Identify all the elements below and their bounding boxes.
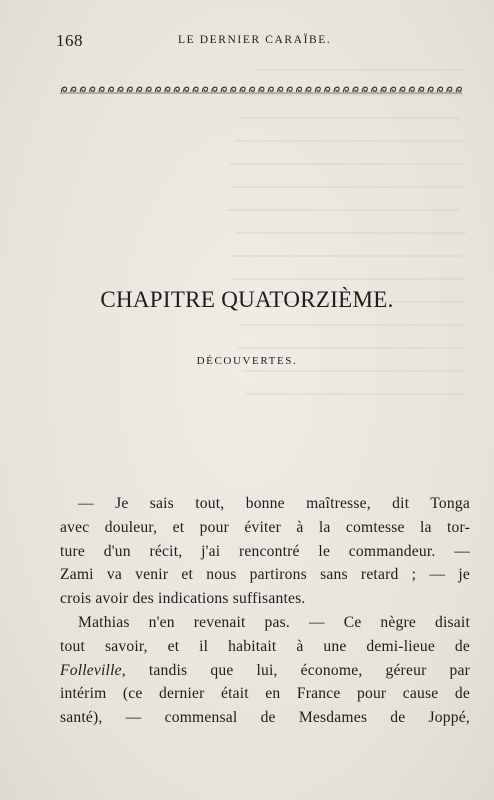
text-line: tout savoir, et il habitait à une demi-lieue de: [60, 637, 470, 655]
text-line: crois avoir des indications suffisantes.: [60, 590, 306, 608]
text-line: ture d'un récit, j'ai rencontré le commandeur. —: [60, 542, 470, 560]
body-text: [60, 492, 470, 730]
text-line: avec douleur, et pour éviter à la comtesse la tor-: [60, 518, 470, 536]
chapter-subtitle: DÉCOUVERTES.: [196, 355, 298, 367]
page-number: 168: [56, 31, 83, 50]
text-line: [60, 659, 470, 683]
text-line: Zami va venir et nous partirons sans retard ; — je: [60, 566, 470, 584]
text-line-rest: , tandis que lui, économe, géreur par: [121, 661, 470, 679]
decorative-rule: [60, 83, 462, 95]
text-line: santé), — commensal de Mesdames de Joppé,: [60, 709, 470, 727]
italic-place-name: Folleville: [60, 661, 122, 679]
running-head: LE DERNIER CARAÏBE.: [178, 34, 332, 46]
text-line: intérim (ce dernier était en France pour cause de: [60, 685, 470, 703]
text-line: — Je sais tout, bonne maîtresse, dit Tonga: [78, 495, 470, 512]
chapter-title: CHAPITRE QUATORZIÈME.: [100, 287, 394, 312]
text-line: Mathias n'en revenait pas. — Ce nègre disait: [78, 613, 470, 631]
